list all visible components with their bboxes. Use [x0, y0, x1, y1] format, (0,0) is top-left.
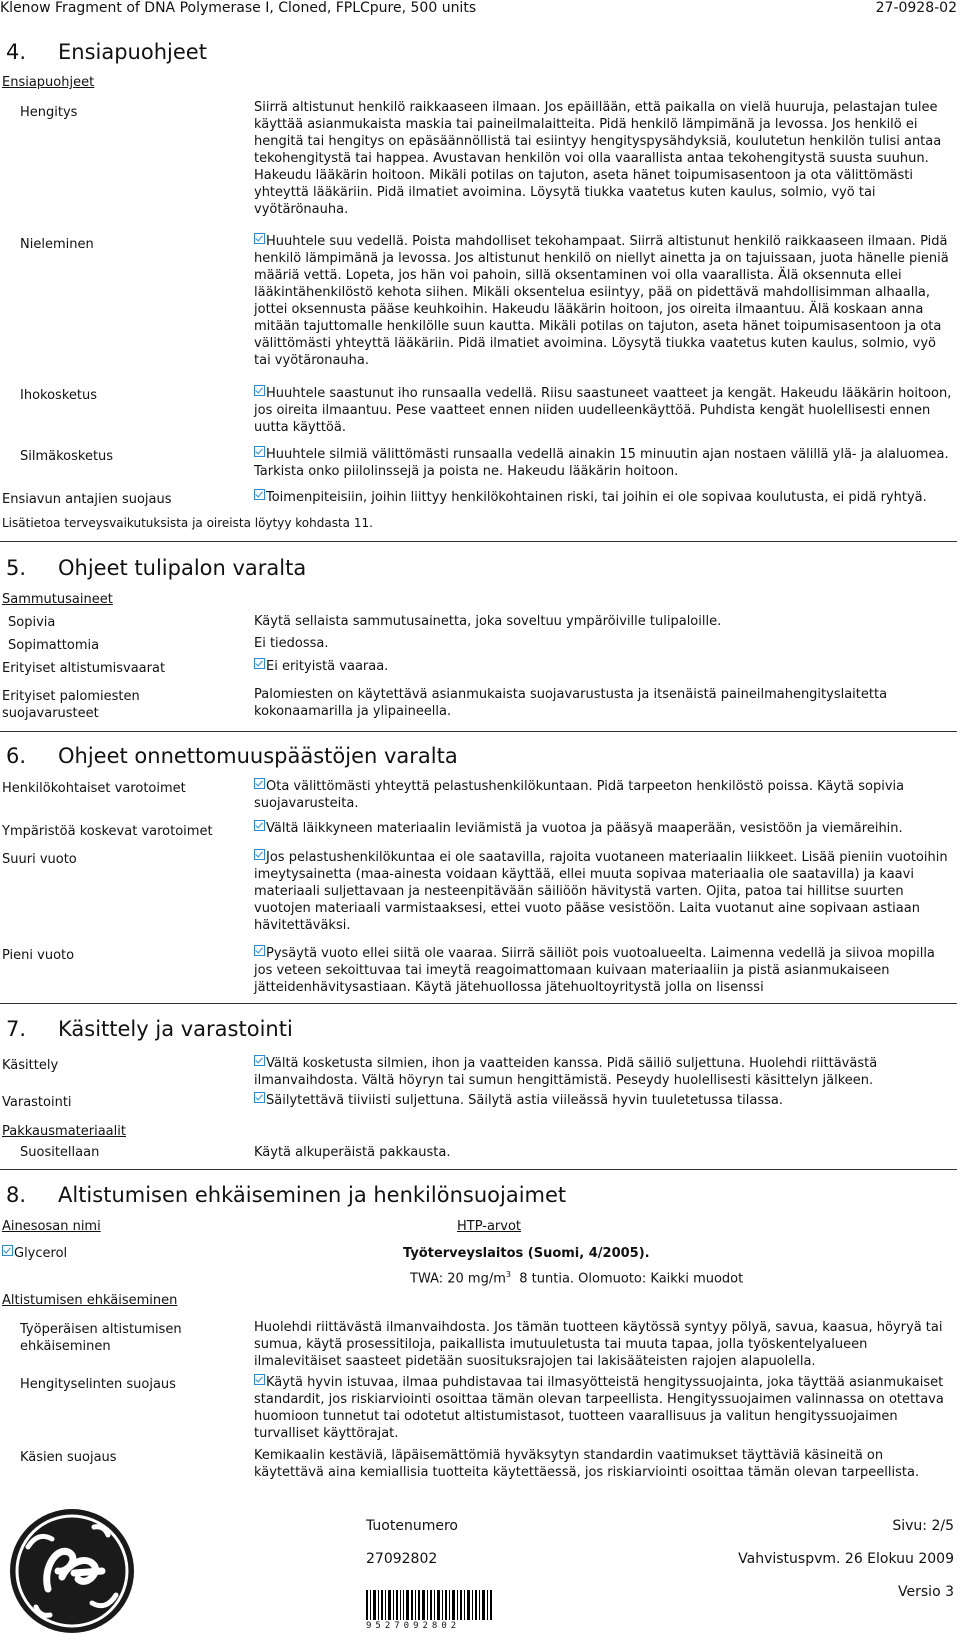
pieni-vuoto-label: Pieni vuoto: [2, 948, 75, 963]
section-6-title: 6. Ohjeet onnettomuuspäästöjen varalta: [6, 744, 458, 768]
divider: [0, 541, 957, 542]
page-header: [0, 0, 957, 20]
ingredient-name: Glycerol: [14, 1246, 68, 1261]
revision-date: Vahvistuspvm. 26 Elokuu 2009: [738, 1551, 954, 1567]
section-5-title: 5. Ohjeet tulipalon varalta: [6, 556, 307, 580]
tyoperainen-text: Huolehdi riittävästä ilmanvaihdosta. Jos tämän tuotteen käytössä syntyy pölyä, savua, kaasua, höyryä tai sumua, käytä prosessitiloja, paikallista imutuuletusta tai muuta tapaa, jolla työskentelyalueen ilmalevitäiset saasteet pidetään suosituksrajojen tai lakisääteisten rajojen alapuolella.: [254, 1320, 943, 1369]
ymparisto-varotoimet-label: Ympäristöä koskevat varotoimet: [2, 824, 213, 839]
check-icon: [254, 1055, 265, 1066]
ingredient-row: [2, 1245, 67, 1262]
ihokosketus-label: Ihokosketus: [20, 388, 97, 403]
erityiset-vaarat-label: Erityiset altistumisvaarat: [2, 661, 166, 676]
pakkausmateriaalit-subheading: Pakkausmateriaalit: [2, 1124, 126, 1139]
henkilokohtaiset-varotoimet-label: Henkilökohtaiset varotoimet: [2, 781, 186, 796]
palomiesten-suojavarusteet-text: Palomiesten on käytettävä asianmukaista suojavarustusta ja itsenäistä paineilmahengityslaitetta kokonaamarilla ja ylipaineella.: [254, 687, 888, 719]
hengitys-text: Siirrä altistunut henkilö raikkaaseen ilmaan. Jos epäillään, että paikalla on vielä huuruja, pelastajan tulee käyttää asianmukaista maskia tai paineilmalaitteita. Pidä henkilö lämpimänä ja levossa. Jos henkilö ei hengitä tai hengitys on epäsäännöllistä tai esiintyy hengityspysähdyksiä, koulutetun henkilön tulisi antaa tekohengitystä tai happea. Avustavan henkilön voi olla vaarallista antaa tekohengitystä suusta suuhun. Hakeudu lääkärin hoitoon. Mikäli potilas on tajuton, aseta hänet toipumisasentoon ja ota välittömästi yhteyttä lääkäriin. Pidä ilmatiet avoimina. Löysytä tiukka vaatetus kuten kaulus, solmio, vyö tai vyötärönauha.: [254, 100, 942, 217]
ymparisto-varotoimet-block: [254, 820, 954, 837]
ge-logo-icon: [8, 1507, 136, 1635]
silmakosketus-label: Silmäkosketus: [20, 449, 114, 464]
pieni-vuoto-block: [254, 945, 954, 996]
check-icon: [254, 233, 265, 244]
henkilokohtaiset-varotoimet-text: Ota välittömästi yhteyttä pelastushenkilökuntaan. Pidä tarpeeton henkilöstö poissa. Käytä sopivia suojavarusteita.: [254, 779, 905, 811]
check-icon: [254, 945, 265, 956]
document-code: 27-0928-02: [875, 0, 957, 16]
check-icon: [254, 778, 265, 789]
ymparisto-varotoimet-text: Vältä läikkyneen materiaalin leviämistä ja vuotoa ja pääsyä maaperään, vesistöön ja viemäreihin.: [266, 821, 903, 836]
kasittely-text: Vältä kosketusta silmien, ihon ja vaatteiden kanssa. Pidä säiliö suljettuna. Huolehdi riittävästä ilmanvaihdosta. Vältä höyryn tai sumun hengittämistä. Peseydy huolellisesti käsittelyn jälkeen.: [254, 1056, 878, 1088]
section-5-subheading: Sammutusaineet: [2, 592, 113, 607]
ihokosketus-block: [254, 385, 954, 436]
pieni-vuoto-text: Pysäytä vuoto ellei siitä ole vaaraa. Siirrä säiliöt pois vuotoalueelta. Laimenna vedellä ja siivoa mopilla jos veteen sekoittuvaa tai imeytä reagoimattomaan kuivaan materiaaliin ja pistä asianmukaiseen jätteidenhävitysastiaan. Käytä jätehuollossa jätehuoltoyritystä jolla on lisenssi: [254, 946, 935, 995]
hengityselinten-suojaus-block: [254, 1374, 954, 1442]
document-title: Klenow Fragment of DNA Polymerase I, Cloned, FPLCpure, 500 units: [0, 0, 477, 16]
version: Versio 3: [898, 1584, 954, 1600]
henkilokohtaiset-varotoimet-block: [254, 778, 954, 812]
suuri-vuoto-text: Jos pelastushenkilökuntaa ei ole saatavilla, rajoita vuotaneen materiaalin liikkeet. Lisää pieniin vuotoihin imeytysainetta (maa-ainesta voidaan käyttää, ellei muuta sopivaa materiaalia ole saatavilla) ja kaavi materiaali suljettavaan ja nesteenpitävään säiliöön hävitystä varten. Ojita, patoa tai hillitse suurten vuotojen materiaali varmistaaksesi, ettei vuoto pääse vesistöön. Laita vuotanut aine sopivaan astiaan hävitettäväksi.: [254, 850, 948, 933]
divider: [0, 1003, 957, 1004]
ensiavun-suojaus-text: Toimenpiteisiin, joihin liittyy henkilökohtainen riski, tai joihin ei ole sopivaa koulutusta, ei pidä ryhtyä.: [266, 490, 927, 505]
section-4-subheading: Ensiapuohjeet: [2, 75, 95, 90]
divider: [0, 731, 957, 732]
kasittely-block: [254, 1055, 954, 1089]
sopivia-label: Sopivia: [8, 615, 56, 630]
kasittely-label: Käsittely: [2, 1058, 59, 1073]
kasien-suojaus-text: Kemikaalin kestäviä, läpäisemättömiä hyväksytyn standardin vaatimukset täyttäviä käsineitä on käytettävä aina kemiallisia tuotteita käytettäessä, jos riskiarviointi osoittaa tämän olevan tarpeellista.: [254, 1448, 920, 1480]
check-icon: [254, 446, 265, 457]
nieleminen-label: Nieleminen: [20, 237, 94, 252]
section-4-title: 4. Ensiapuohjeet: [6, 40, 207, 64]
barcode-digits: 9527092802: [366, 1621, 461, 1631]
ihokosketus-text: Huuhtele saastunut iho runsaalla vedellä. Riisu saastuneet vaatteet ja kengät. Hakeudu lääkärin hoitoon, jos oireita ilmaantuu. Pese vaatteet ennen niiden uudelleenkäyttöä. Puhdista kengät huolellisesti ennen uutta käyttöä.: [254, 386, 952, 435]
check-icon: [254, 849, 265, 860]
tuotenumero-value: 27092802: [366, 1551, 438, 1567]
hengityselinten-suojaus-text: Käytä hyvin istuvaa, ilmaa puhdistavaa tai ilmasyötteistä hengityssuojainta, joka täyttää asianmukaiset standardit, jos riskiarviointi osoittaa tämän olevan tarpeellista. Hengityssuojaimen valinnassa on otettava huomioon tunnetut tai odotetut altistumistasot, tuotteen vaarallisuus ja valitun hengityssuojaimen turvalliset käyttörajat.: [254, 1375, 944, 1441]
tuotenumero-label: Tuotenumero: [366, 1518, 458, 1534]
varastointi-text: Säilytettävä tiiviisti suljettuna. Säilytä astia viileässä hyvin tuuletetussa tilassa.: [266, 1093, 783, 1108]
ensiavun-suojaus-block: [254, 489, 954, 506]
silmakosketus-block: [254, 446, 954, 480]
check-icon: [2, 1245, 13, 1256]
varastointi-label: Varastointi: [2, 1095, 72, 1110]
silmakosketus-text: Huuhtele silmiä välittömästi runsaalla vedellä ainakin 15 minuutin ajan nostaen välillä ylä- ja alaluomea. Tarkista onko piilolinssejä ja poista ne. Hakeudu lääkärin hoitoon.: [254, 447, 949, 479]
suositellaan-label: Suositellaan: [20, 1145, 100, 1160]
ensiavun-suojaus-label: Ensiavun antajien suojaus: [2, 492, 172, 507]
check-icon: [254, 658, 265, 669]
nieleminen-block: [254, 233, 954, 369]
suuri-vuoto-block: [254, 849, 954, 934]
sopivia-text: Käytä sellaista sammutusainetta, joka soveltuu ympäröiville tulipaloille.: [254, 614, 722, 629]
htp-source: Työterveyslaitos (Suomi, 4/2005).: [403, 1246, 650, 1261]
palomiesten-suojavarusteet-label: Erityiset palomiesten suojavarusteet: [2, 689, 140, 721]
check-icon: [254, 489, 265, 500]
page-number: Sivu: 2/5: [892, 1518, 954, 1534]
barcode-icon: [366, 1588, 494, 1622]
ainesosan-nimi-header: Ainesosan nimi: [2, 1219, 101, 1234]
section-7-title: 7. Käsittely ja varastointi: [6, 1017, 293, 1041]
section-4-note: Lisätietoa terveysvaikutuksista ja oireista löytyy kohdasta 11.: [2, 516, 373, 530]
hengitys-label: Hengitys: [20, 105, 78, 120]
check-icon: [254, 1092, 265, 1103]
varastointi-block: [254, 1092, 954, 1109]
section-8-title: 8. Altistumisen ehkäiseminen ja henkilönsuojaimet: [6, 1183, 567, 1207]
check-icon: [254, 820, 265, 831]
sopimattomia-label: Sopimattomia: [8, 638, 100, 653]
erityiset-vaarat-block: [254, 658, 954, 675]
htp-arvot-header: HTP-arvot: [457, 1219, 522, 1234]
check-icon: [254, 385, 265, 396]
suuri-vuoto-label: Suuri vuoto: [2, 852, 77, 867]
sopimattomia-text: Ei tiedossa.: [254, 636, 329, 651]
check-icon: [254, 1374, 265, 1385]
suositellaan-text: Käytä alkuperäistä pakkausta.: [254, 1145, 451, 1160]
nieleminen-text: Huuhtele suu vedellä. Poista mahdolliset tekohampaat. Siirrä altistunut henkilö raikkaaseen ilmaan. Pidä henkilö lämpimänä ja levossa. Jos altistunut henkilö on niellyt ainetta ja on tajuissaan, juota hänelle pieniä määriä vettä. Lopeta, jos hän voi pahoin, sillä oksentaminen voi olla vaarallista. Älä oksennuta ellei lääkintähenkilöstö kehota siihen. Mikäli oksentelua esiintyy, pää on pidettävä mahdollisimman alhaalla, jottei oksennusta pääse keuhkoihin. Hakeudu lääkärin hoitoon, jos oireita ilmaantuu. Älä koskaan anna mitään tajuttomalle henkilölle suun kautta. Mikäli potilas on tajuton, aseta hänet toipumisasentoon ja ota välittömästi yhteyttä lääkäriin. Pidä ilmatiet avoimina. Löysytä tiukka vaatetus kuten kaulus, solmio, vyö tai vyötäronauha.: [254, 234, 949, 368]
hengityselinten-suojaus-label: Hengityselinten suojaus: [20, 1377, 176, 1392]
kasien-suojaus-label: Käsien suojaus: [20, 1450, 117, 1465]
tyoperainen-label: Työperäisen altistumisen ehkäiseminen: [20, 1322, 182, 1354]
htp-value: TWA: 20 $mg/m^3$ 8 tuntia. Olomuoto: Kaikki muodot: [410, 1270, 744, 1287]
altistumisen-ehkaiseminen-subheading: Altistumisen ehkäiseminen: [2, 1293, 178, 1308]
erityiset-vaarat-text: Ei erityistä vaaraa.: [266, 659, 389, 674]
divider: [0, 1169, 957, 1170]
